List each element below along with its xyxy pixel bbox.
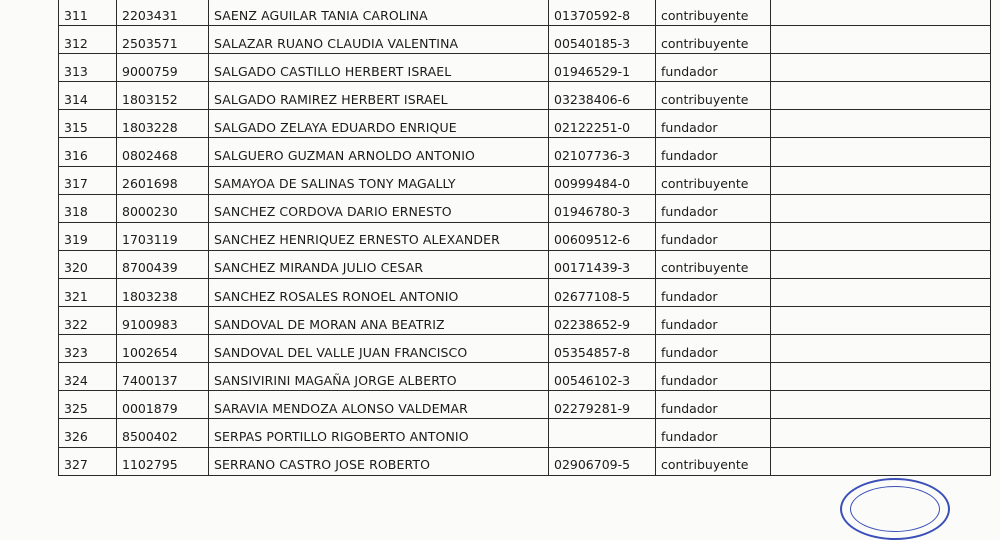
member-type-cell: fundador — [656, 307, 771, 335]
table-row — [59, 222, 991, 250]
roster-body — [59, 0, 991, 475]
remarks-cell — [771, 138, 991, 166]
document-id-cell: 03238406-6 — [549, 82, 656, 110]
row-number-cell: 323 — [59, 335, 117, 363]
member-type-cell: contribuyente — [656, 26, 771, 54]
table-row — [59, 447, 991, 475]
table-row — [59, 54, 991, 82]
remarks-cell — [771, 335, 991, 363]
row-number-cell: 315 — [59, 110, 117, 138]
remarks-cell — [771, 419, 991, 447]
member-name-cell: SANSIVIRINI MAGAÑA JORGE ALBERTO — [209, 363, 549, 391]
remarks-cell — [771, 110, 991, 138]
member-type-cell: fundador — [656, 54, 771, 82]
member-name-cell: SARAVIA MENDOZA ALONSO VALDEMAR — [209, 391, 549, 419]
row-number-cell: 311 — [59, 0, 117, 26]
table-row — [59, 82, 991, 110]
table-row — [59, 278, 991, 306]
member-code-cell: 1102795 — [117, 447, 209, 475]
member-code-cell: 8500402 — [117, 419, 209, 447]
remarks-cell — [771, 307, 991, 335]
document-id-cell: 00609512-6 — [549, 222, 656, 250]
member-code-cell: 0001879 — [117, 391, 209, 419]
remarks-cell — [771, 278, 991, 306]
remarks-cell — [771, 391, 991, 419]
member-type-cell: fundador — [656, 278, 771, 306]
member-type-cell: fundador — [656, 419, 771, 447]
table-row — [59, 110, 991, 138]
remarks-cell — [771, 0, 991, 26]
table-row — [59, 419, 991, 447]
document-id-cell: 00540185-3 — [549, 26, 656, 54]
member-name-cell: SALAZAR RUANO CLAUDIA VALENTINA — [209, 26, 549, 54]
row-number-cell: 324 — [59, 363, 117, 391]
table-row — [59, 166, 991, 194]
member-code-cell: 8700439 — [117, 250, 209, 278]
member-name-cell: SALGADO RAMIREZ HERBERT ISRAEL — [209, 82, 549, 110]
remarks-cell — [771, 363, 991, 391]
remarks-cell — [771, 222, 991, 250]
remarks-cell — [771, 447, 991, 475]
document-id-cell: 02107736-3 — [549, 138, 656, 166]
table-row — [59, 363, 991, 391]
remarks-cell — [771, 82, 991, 110]
row-number-cell: 312 — [59, 26, 117, 54]
member-code-cell: 8000230 — [117, 194, 209, 222]
document-id-cell: 02279281-9 — [549, 391, 656, 419]
member-type-cell: fundador — [656, 335, 771, 363]
document-id-cell: 02906709-5 — [549, 447, 656, 475]
member-name-cell: SALGADO ZELAYA EDUARDO ENRIQUE — [209, 110, 549, 138]
member-type-cell: contribuyente — [656, 250, 771, 278]
member-name-cell: SANCHEZ HENRIQUEZ ERNESTO ALEXANDER — [209, 222, 549, 250]
remarks-cell — [771, 54, 991, 82]
member-code-cell: 7400137 — [117, 363, 209, 391]
row-number-cell: 319 — [59, 222, 117, 250]
member-name-cell: SANDOVAL DEL VALLE JUAN FRANCISCO — [209, 335, 549, 363]
member-code-cell: 1703119 — [117, 222, 209, 250]
member-name-cell: SAMAYOA DE SALINAS TONY MAGALLY — [209, 166, 549, 194]
remarks-cell — [771, 250, 991, 278]
document-id-cell: 02238652-9 — [549, 307, 656, 335]
member-name-cell: SERPAS PORTILLO RIGOBERTO ANTONIO — [209, 419, 549, 447]
member-type-cell: fundador — [656, 138, 771, 166]
member-code-cell: 1803228 — [117, 110, 209, 138]
table-row — [59, 26, 991, 54]
official-seal-inner-ring — [850, 486, 940, 532]
row-number-cell: 318 — [59, 194, 117, 222]
member-code-cell: 1002654 — [117, 335, 209, 363]
member-code-cell: 2203431 — [117, 0, 209, 26]
document-id-cell: 05354857-8 — [549, 335, 656, 363]
document-id-cell: 02677108-5 — [549, 278, 656, 306]
row-number-cell: 313 — [59, 54, 117, 82]
member-code-cell: 2601698 — [117, 166, 209, 194]
member-type-cell: fundador — [656, 363, 771, 391]
remarks-cell — [771, 194, 991, 222]
member-type-cell: contribuyente — [656, 82, 771, 110]
row-number-cell: 316 — [59, 138, 117, 166]
member-name-cell: SANCHEZ ROSALES RONOEL ANTONIO — [209, 278, 549, 306]
official-seal-stamp — [840, 478, 950, 540]
document-id-cell: 01946780-3 — [549, 194, 656, 222]
member-code-cell: 9000759 — [117, 54, 209, 82]
document-id-cell: 01370592-8 — [549, 0, 656, 26]
remarks-cell — [771, 166, 991, 194]
table-row — [59, 194, 991, 222]
member-type-cell: contribuyente — [656, 166, 771, 194]
member-type-cell: contribuyente — [656, 0, 771, 26]
member-name-cell: SALGUERO GUZMAN ARNOLDO ANTONIO — [209, 138, 549, 166]
member-type-cell: fundador — [656, 222, 771, 250]
member-type-cell: fundador — [656, 110, 771, 138]
member-name-cell: SAENZ AGUILAR TANIA CAROLINA — [209, 0, 549, 26]
member-name-cell: SALGADO CASTILLO HERBERT ISRAEL — [209, 54, 549, 82]
member-roster-table — [58, 0, 991, 476]
table-row — [59, 250, 991, 278]
document-id-cell: 00999484-0 — [549, 166, 656, 194]
member-name-cell: SANCHEZ MIRANDA JULIO CESAR — [209, 250, 549, 278]
table-row — [59, 391, 991, 419]
table-row — [59, 0, 991, 26]
table-row — [59, 335, 991, 363]
document-id-cell — [549, 419, 656, 447]
row-number-cell: 322 — [59, 307, 117, 335]
member-type-cell: contribuyente — [656, 447, 771, 475]
table-row — [59, 138, 991, 166]
member-code-cell: 9100983 — [117, 307, 209, 335]
member-name-cell: SANCHEZ CORDOVA DARIO ERNESTO — [209, 194, 549, 222]
table-row — [59, 307, 991, 335]
document-id-cell: 02122251-0 — [549, 110, 656, 138]
row-number-cell: 314 — [59, 82, 117, 110]
document-id-cell: 00171439-3 — [549, 250, 656, 278]
document-id-cell: 00546102-3 — [549, 363, 656, 391]
row-number-cell: 325 — [59, 391, 117, 419]
member-code-cell: 0802468 — [117, 138, 209, 166]
remarks-cell — [771, 26, 991, 54]
member-type-cell: fundador — [656, 194, 771, 222]
member-type-cell: fundador — [656, 391, 771, 419]
row-number-cell: 326 — [59, 419, 117, 447]
member-code-cell: 1803152 — [117, 82, 209, 110]
member-code-cell: 2503571 — [117, 26, 209, 54]
row-number-cell: 327 — [59, 447, 117, 475]
row-number-cell: 321 — [59, 278, 117, 306]
member-name-cell: SANDOVAL DE MORAN ANA BEATRIZ — [209, 307, 549, 335]
row-number-cell: 317 — [59, 166, 117, 194]
document-id-cell: 01946529-1 — [549, 54, 656, 82]
member-name-cell: SERRANO CASTRO JOSE ROBERTO — [209, 447, 549, 475]
member-code-cell: 1803238 — [117, 278, 209, 306]
row-number-cell: 320 — [59, 250, 117, 278]
